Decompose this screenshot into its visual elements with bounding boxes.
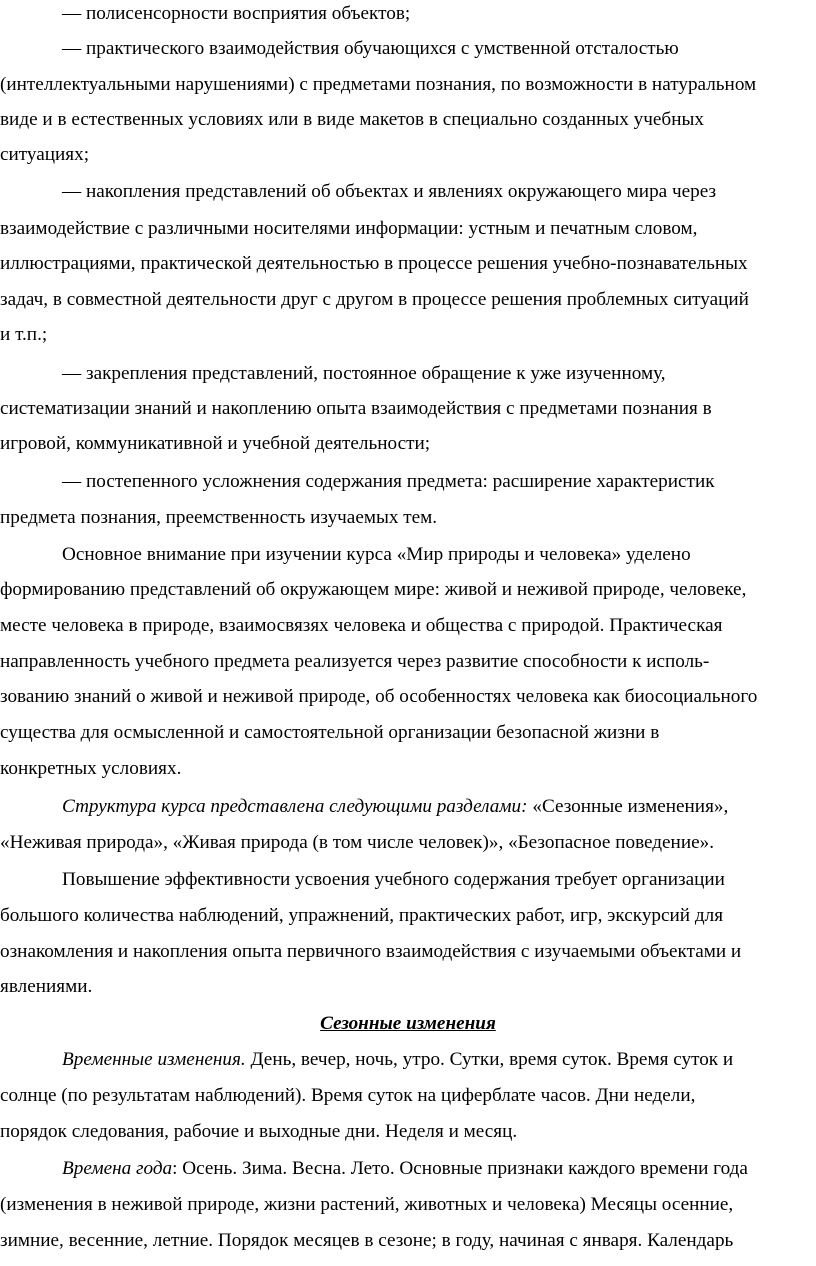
paragraph-course-structure xyxy=(0,795,816,819)
text-line: формированию представлений об окружающем мире: живой и неживой природе, человеке, xyxy=(0,579,747,600)
text-line: (интеллектуальными нарушениями) с предметами познания, по возможности в натуральном xyxy=(0,74,757,95)
seasons-italic-lead: Времена года xyxy=(62,1158,173,1179)
text-line: ситуациях; xyxy=(0,144,90,165)
text-line: существа для осмысленной и самостоятельной организации безопасной жизни в xyxy=(0,722,660,743)
time-italic-lead: Временные изменения. xyxy=(62,1049,246,1070)
paragraph-seasons xyxy=(0,1157,816,1181)
structure-rest: «Сезонные изменения», xyxy=(527,796,729,817)
text-line: направленность учебного предмета реализуется через развитие способности к исполь- xyxy=(0,651,710,672)
text-line: зимние, весенние, летние. Порядок месяцев в сезоне; в году, начиная с января. Календарь xyxy=(0,1230,734,1251)
text-line: игровой, коммуникативной и учебной деятельности; xyxy=(0,433,431,454)
text-line: систематизации знаний и накоплению опыта взаимодействия с предметами познания в xyxy=(0,398,712,419)
text-line: порядок следования, рабочие и выходные дни. Неделя и месяц. xyxy=(0,1121,518,1142)
text-line: конкретных условиях. xyxy=(0,758,182,779)
text-line: явлениями. xyxy=(0,976,93,997)
text-line: солнце (по результатам наблюдений). Время суток на циферблате часов. Дни недели, xyxy=(0,1085,696,1106)
bullet-polysensory: — полисенсорности восприятия объектов; xyxy=(62,3,411,24)
text-line: взаимодействие с различными носителями информации: устным и печатным словом, xyxy=(0,218,698,239)
section-heading: Сезонные изменения xyxy=(320,1013,496,1034)
structure-italic-lead: Структура курса представлена следующими разделами: xyxy=(62,796,528,817)
text-line: (изменения в неживой природе, жизни растений, животных и человека) Месяцы осенние, xyxy=(0,1194,734,1215)
text-line: зованию знаний о живой и неживой природе, об особенностях человека как биосоциального xyxy=(0,686,758,707)
paragraph-time-changes xyxy=(0,1048,816,1072)
text-line: большого количества наблюдений, упражнений, практических работ, игр, экскурсий для xyxy=(0,905,724,926)
text-line: ознакомления и накопления опыта первичного взаимодействия с изучаемыми объектами и xyxy=(0,941,742,962)
text-line: иллюстрациями, практической деятельностью в процессе решения учебно-познавательных xyxy=(0,253,748,274)
text-line: задач, в совместной деятельности друг с другом в процессе решения проблемных ситуаций xyxy=(0,289,749,310)
paragraph-main-attention: Основное внимание при изучении курса «Мир природы и человека» уделено xyxy=(62,544,691,565)
bullet-consolidation: — закрепления представлений, постоянное обращение к уже изученному, xyxy=(62,363,666,384)
bullet-accumulation: — накопления представлений об объектах и явлениях окружающего мира через xyxy=(62,181,717,202)
text-line: виде и в естественных условиях или в виде макетов в специально созданных учебных xyxy=(0,109,704,130)
text-line: месте человека в природе, взаимосвязях человека и общества с природой. Практическая xyxy=(0,615,723,636)
text-line: «Неживая природа», «Живая природа (в том числе человек)», «Безопасное поведение». xyxy=(0,832,715,853)
paragraph-efficiency: Повышение эффективности усвоения учебного содержания требует организации xyxy=(62,869,725,890)
time-rest: День, вечер, ночь, утро. Сутки, время суток. Время суток и xyxy=(245,1049,734,1070)
seasons-rest: : Осень. Зима. Весна. Лето. Основные признаки каждого времени года xyxy=(172,1158,748,1179)
bullet-practical-interaction: — практического взаимодействия обучающихся с умственной отсталостью xyxy=(62,38,679,59)
bullet-gradual-complication: — постепенного усложнения содержания предмета: расширение характеристик xyxy=(62,471,715,492)
text-line: предмета познания, преемственность изучаемых тем. xyxy=(0,507,438,528)
text-line: и т.п.; xyxy=(0,324,48,345)
